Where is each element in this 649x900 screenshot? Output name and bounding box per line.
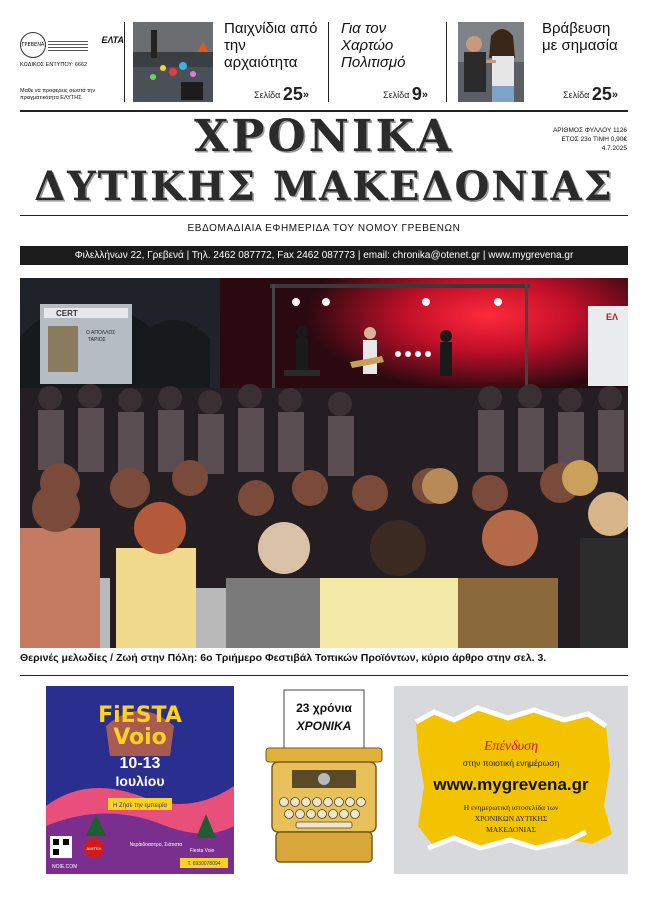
postmark-lines [48,39,88,51]
teaser-photo-ancient-games[interactable] [133,22,213,102]
banner-line-1: Ο ΑΠΟΛΛΟΣ [86,330,116,336]
elta-logo [48,34,124,56]
web-subline: στην ποιοτική ενημέρωση [462,758,560,768]
right-banner-text: ΕΛ [606,312,619,322]
slogan: Μαθε να προφερεις σωστά την πραγματικότητα ΕΛΥΤΗΣ [20,88,96,101]
web-desc-3: ΜΑΚΕΔΟΝΙΑΣ [486,825,536,834]
fiesta-month: Ιουλίου [115,773,165,789]
fiesta-venue: Νεράιδοαστρο, Σιάτιστα [129,842,183,848]
main-photo-concert[interactable] [20,278,628,648]
teaser-title-3[interactable]: Βράβευση με σημασία [542,20,618,54]
issue-number: ΑΡΙΘΜΟΣ ΦΥΛΛΟΥ 1126 [552,127,627,134]
teaser-photo-award[interactable] [458,22,524,102]
issue-date: 4.7.2025 [601,145,627,152]
web-url[interactable]: www.mygrevena.gr [433,775,589,794]
teaser-divider [446,22,447,102]
ad-23-years-typewriter[interactable] [262,686,386,874]
issue-year-price: ΕΤΟΣ 23ο ΤΙΜΗ 0,90€ [561,136,627,143]
fiesta-site: NOIE.COM [52,864,78,870]
elta-seal-stamp [20,32,46,58]
fiesta-social: Fiesta Voio [189,848,215,854]
ad-fiesta-voio[interactable] [46,686,234,874]
teaser-title-1[interactable]: Παιχνίδια από την αρχαιότητα [224,20,318,71]
elta-brand: ΕΛΤΑ [101,35,124,45]
newspaper-tagline: ΕΒΔΟΜΑΔΙΑΙΑ ΕΦΗΜΕΡΙΔΑ ΤΟΥ ΝΟΜΟΥ ΓΡΕΒΕΝΩΝ [187,223,461,234]
issue-info [553,126,627,153]
ad-mygrevena[interactable] [394,686,628,874]
elta-postage-block [20,30,124,102]
page-label: Σελίδα [383,90,410,100]
years-brand-text: ΧΡΟΝΙΚΑ [296,719,352,733]
fiesta-phone: Τ. 6930078094 [187,861,221,867]
teaser-page-ref-1[interactable] [254,84,309,105]
page-number: 25 [591,84,612,104]
web-desc-1: Η ενημερωτική ιστοσελίδα των [463,803,559,812]
teaser-divider [328,22,329,102]
page-number: 25 [282,84,303,104]
teaser-title-2[interactable]: Για τον Χαρτώο Πολιτισμό [341,20,406,71]
web-headline: Επένδυση [483,739,539,754]
banner-brand-text: CERT [56,309,78,318]
fiesta-brand-2: Voio [113,725,167,750]
masthead-subtitle-region: ΔΥΤΙΚΗΣ ΜΑΚΕΔΟΝΙΑΣ [34,163,614,210]
chevron-right-icon: » [611,89,618,101]
fiesta-sponsor: ΑΜΙΤΕΛ [86,846,102,851]
teaser-divider [124,22,125,102]
page-label: Σελίδα [254,90,281,100]
banner-line-2: ΤΑΡΙΟΣ [88,337,106,343]
chevron-right-icon: » [302,89,309,101]
fiesta-brand-1: FiESTA [98,703,182,728]
page-label: Σελίδα [563,90,590,100]
teaser-page-ref-3[interactable] [563,84,618,105]
web-desc-2: ΧΡΟΝΙΚΩΝ ΔΥΤΙΚΗΣ [474,814,548,823]
page-number: 9 [411,84,422,104]
elta-seal-text: ΓΡΕΒΕΝΑ [21,42,45,48]
main-photo-caption: Θερινές μελωδίες / Ζωή στην Πόλη: 6ο Τριήμερο Φεστιβάλ Τοπικών Προϊόντων, κύριο άρθρο στην σελ. 3. [20,652,547,664]
elta-code: ΚΩΔΙΚΟΣ ΕΝΤΥΠΟΥ: 6662 [20,62,88,68]
years-text: 23 χρόνια [296,701,352,715]
teaser-page-ref-2[interactable] [383,84,428,105]
caption-rule [20,675,628,676]
masthead-rule [20,215,628,216]
fiesta-tagline: Η Ζήσε την εμπειρία [113,803,167,809]
masthead-title: ΧΡΟΝΙΚΑ [194,111,454,162]
chevron-right-icon: » [421,89,428,101]
fiesta-dates: 10-13 [119,755,161,772]
contact-bar[interactable]: Φιλελλήνων 22, Γρεβενά | Τηλ. 2462 087772, Fax 2462 087773 | email: chronika@otenet.gr | www.mygrevena.gr [20,246,628,265]
